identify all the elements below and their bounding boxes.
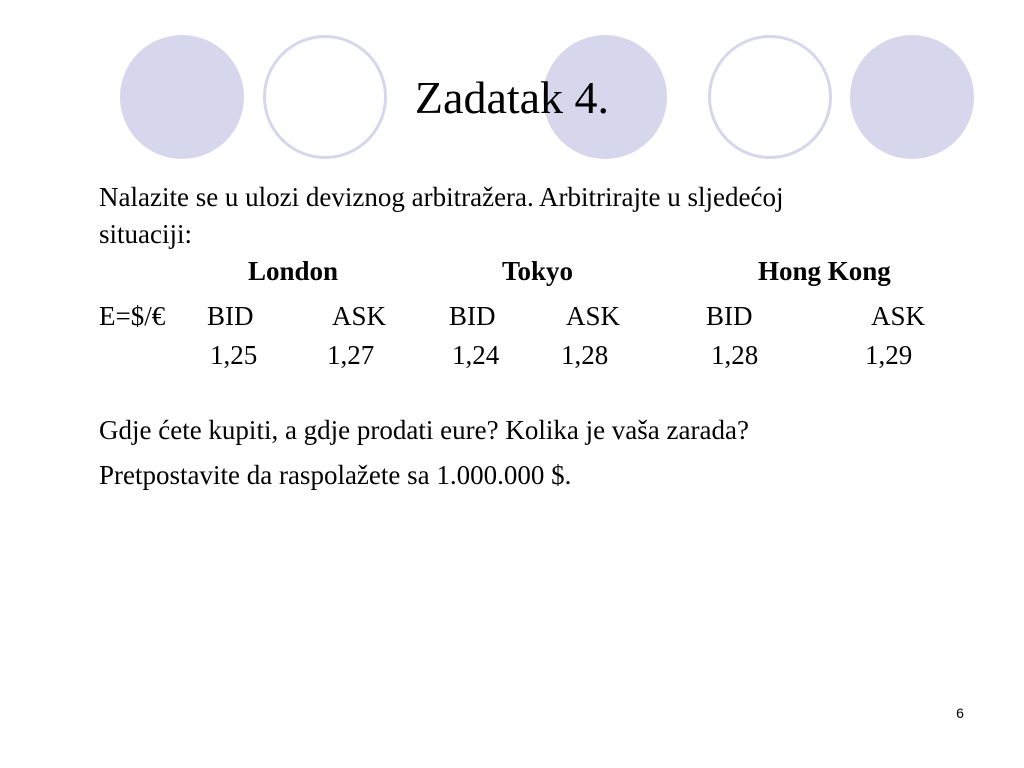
hong-kong-bid-value: 1,28 — [711, 340, 759, 370]
tokyo-ask-value: 1,28 — [561, 340, 609, 370]
slide-title: Zadatak 4. — [414, 72, 610, 123]
intro-line-1: Nalazite se u ulozi deviznog arbitražera. Arbitrirajte u sljedećoj — [99, 182, 784, 212]
tokyo-bid-value: 1,24 — [452, 340, 500, 370]
market-tokyo: Tokyo — [502, 256, 574, 286]
london-ask-value: 1,27 — [327, 340, 375, 370]
hong-kong-ask-header: ASK — [871, 301, 926, 331]
intro-line-2: situaciji: — [99, 219, 192, 249]
tokyo-bid-header: BID — [449, 301, 496, 331]
london-bid-header: BID — [207, 301, 254, 331]
hong-kong-ask-value: 1,29 — [865, 340, 913, 370]
london-ask-header: ASK — [332, 301, 387, 331]
currency-pair-label: E=$/€ — [99, 301, 166, 331]
hong-kong-bid-header: BID — [706, 301, 753, 331]
tokyo-ask-header: ASK — [566, 301, 621, 331]
market-london: London — [248, 256, 339, 286]
market-hong-kong: Hong Kong — [758, 256, 891, 286]
london-bid-value: 1,25 — [210, 340, 258, 370]
assumption-text: Pretpostavite da raspolažete sa 1.000.000 $. — [99, 460, 572, 490]
page-number: 6 — [956, 705, 964, 721]
question-text: Gdje ćete kupiti, a gdje prodati eure? Kolika je vaša zarada? — [99, 415, 749, 445]
